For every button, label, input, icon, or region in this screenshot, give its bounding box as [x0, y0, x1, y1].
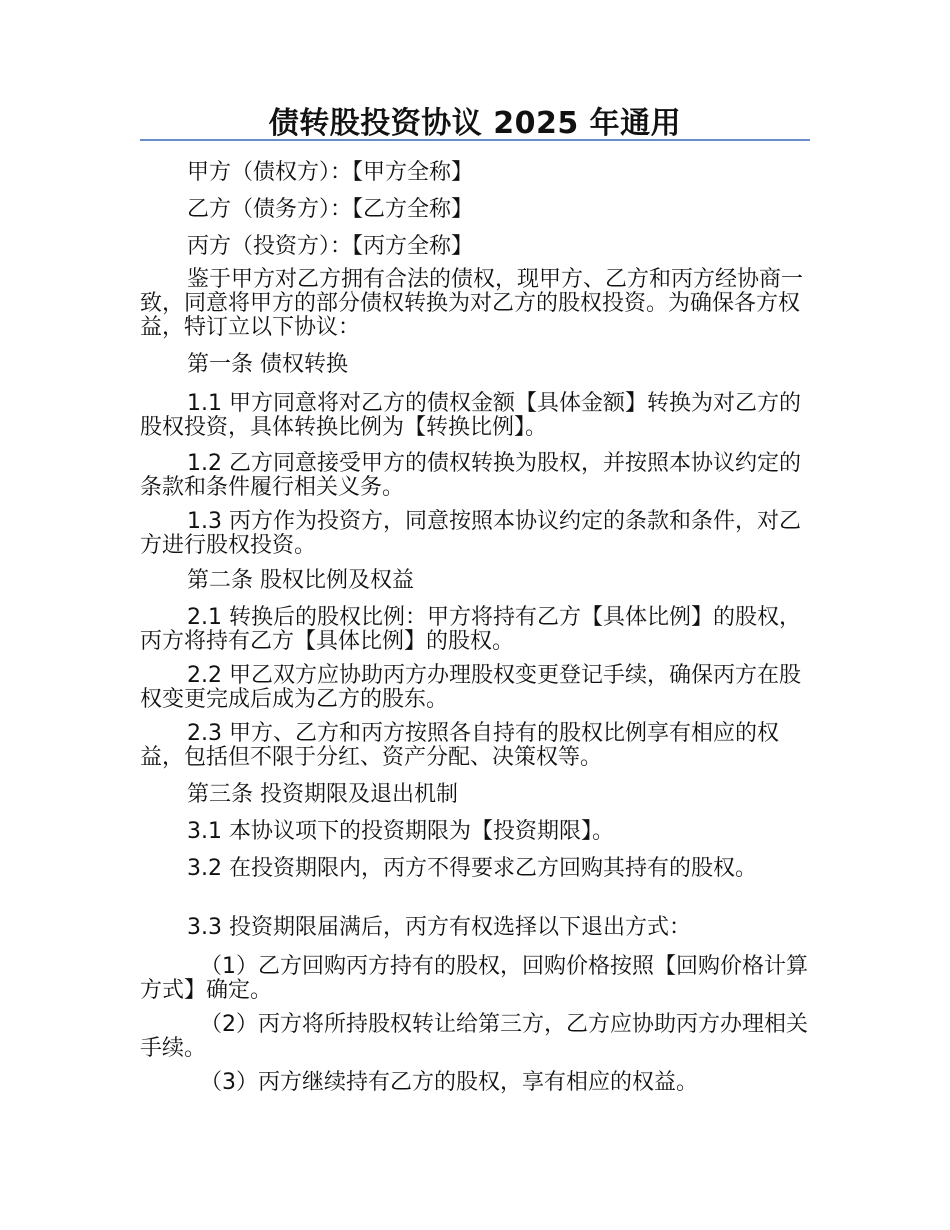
exit-option-3: （3）丙方继续持有乙方的股权，享有相应的权益。 — [200, 1070, 698, 1095]
title-underline — [140, 139, 810, 141]
article-1-heading: 第一条 债权转换 — [187, 352, 348, 377]
clause-1-3: 1.3 丙方作为投资方，同意按照本协议约定的条款和条件，对乙方进行股权投资。 — [140, 509, 801, 558]
clause-2-1: 2.1 转换后的股权比例：甲方将持有乙方【具体比例】的股权，丙方将持有乙方【具体比例】的股权。 — [140, 605, 801, 654]
clause-2-2: 2.2 甲乙双方应协助丙方办理股权变更登记手续，确保丙方在股权变更完成后成为乙方的股东。 — [140, 663, 801, 712]
article-2-heading: 第二条 股权比例及权益 — [187, 568, 414, 593]
clause-3-2: 3.2 在投资期限内，丙方不得要求乙方回购其持有的股权。 — [187, 856, 757, 881]
clause-3-1: 3.1 本协议项下的投资期限为【投资期限】。 — [187, 819, 614, 844]
exit-option-1: （1）乙方回购丙方持有的股权，回购价格按照【回购价格计算方式】确定。 — [140, 954, 808, 1003]
party-a-line: 甲方（债权方）：【甲方全称】 — [187, 160, 474, 185]
document-title: 债转股投资协议 2025 年通用 — [268, 106, 682, 141]
party-b-line: 乙方（债务方）：【乙方全称】 — [187, 197, 474, 222]
party-c-line: 丙方（投资方）：【丙方全称】 — [187, 234, 474, 259]
preamble-paragraph: 鉴于甲方对乙方拥有合法的债权，现甲方、乙方和丙方经协商一致，同意将甲方的部分债权转换为对乙方的股权投资。为确保各方权益，特订立以下协议： — [140, 267, 804, 340]
article-3-heading: 第三条 投资期限及退出机制 — [187, 782, 458, 807]
clause-1-2: 1.2 乙方同意接受甲方的债权转换为股权，并按照本协议约定的条款和条件履行相关义务。 — [140, 451, 801, 500]
clause-1-1: 1.1 甲方同意将对乙方的债权金额【具体金额】转换为对乙方的股权投资，具体转换比例为【转换比例】。 — [140, 391, 801, 440]
clause-3-3: 3.3 投资期限届满后，丙方有权选择以下退出方式： — [187, 915, 691, 940]
clause-2-3: 2.3 甲方、乙方和丙方按照各自持有的股权比例享有相应的权益，包括但不限于分红、资产分配、决策权等。 — [140, 721, 779, 770]
exit-option-2: （2）丙方将所持股权转让给第三方，乙方应协助丙方办理相关手续。 — [140, 1012, 808, 1061]
